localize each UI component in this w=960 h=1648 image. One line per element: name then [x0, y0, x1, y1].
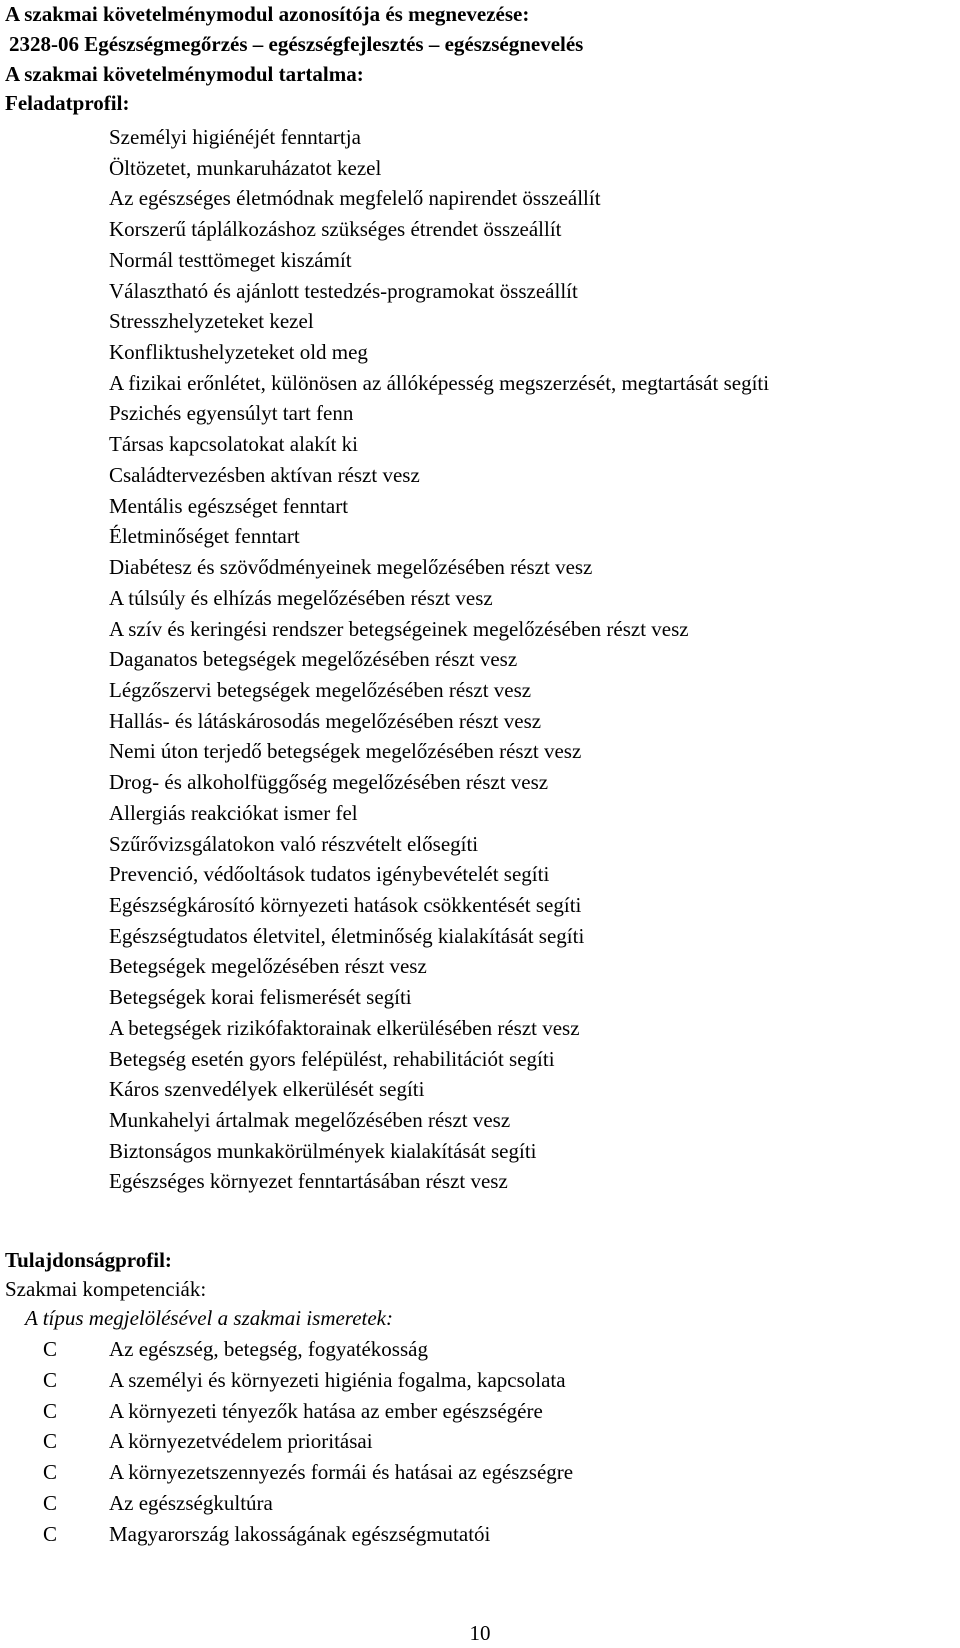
- list-item: Egészségtudatos életvitel, életminőség kialakítását segíti: [109, 923, 585, 948]
- list-item: [43, 1426, 573, 1457]
- list-item: Betegségek korai felismerését segíti: [109, 985, 412, 1010]
- list-item: Daganatos betegségek megelőzésében részt vesz: [109, 647, 518, 672]
- list-item: A betegségek rizikófaktorainak elkerülésében részt vesz: [109, 1015, 580, 1040]
- list-item: Családtervezésben aktívan részt vesz: [109, 462, 420, 487]
- item-text: Az egészség, betegség, fogyatékosság: [109, 1337, 428, 1361]
- list-item: Prevenció, védőoltások tudatos igénybevételét segíti: [109, 862, 550, 887]
- item-text: A környezetszennyezés formái és hatásai az egészségre: [109, 1460, 574, 1485]
- module-id-heading: A szakmai követelménymodul azonosítója és megnevezése:: [5, 2, 530, 26]
- list-item: Drog- és alkoholfüggőség megelőzésében részt vesz: [109, 770, 549, 795]
- type-code: C: [43, 1429, 58, 1454]
- list-item: Normál testtömeget kiszámít: [109, 247, 352, 272]
- page-number: 10: [469, 1621, 491, 1645]
- list-item: Életminőséget fenntart: [109, 524, 300, 549]
- list-item: Egészségkárosító környezeti hatások csökkentését segíti: [109, 892, 582, 917]
- list-item: Biztonságos munkakörülmények kialakítását segíti: [109, 1138, 537, 1163]
- list-item: [43, 1519, 573, 1550]
- list-item: Szűrővizsgálatokon való részvételt elősegíti: [109, 831, 479, 856]
- item-text: Magyarország lakosságának egészségmutatói: [109, 1521, 491, 1546]
- type-code: C: [43, 1460, 58, 1485]
- item-text: A személyi és környezeti higiénia fogalma, kapcsolata: [109, 1367, 566, 1392]
- list-item: Hallás- és látáskárosodás megelőzésében részt vesz: [109, 708, 542, 733]
- list-item: Káros szenvedélyek elkerülését segíti: [109, 1077, 425, 1102]
- module-content-heading: A szakmai követelménymodul tartalma:: [5, 62, 364, 86]
- item-text: A környezeti tényezők hatása az ember egészségére: [109, 1398, 543, 1423]
- item-text: A környezetvédelem prioritásai: [109, 1429, 373, 1454]
- list-item: Egészséges környezet fenntartásában részt vesz: [109, 1169, 508, 1194]
- task-profile-heading: Feladatprofil:: [5, 91, 130, 115]
- list-item: Személyi higiénéjét fenntartja: [109, 125, 361, 149]
- type-code: C: [43, 1337, 58, 1361]
- list-item: Munkahelyi ártalmak megelőzésében részt vesz: [109, 1108, 511, 1132]
- list-item: Betegség esetén gyors felépülést, rehabilitációt segíti: [109, 1046, 555, 1071]
- list-item: Korszerű táplálkozáshoz szükséges étrendet összeállít: [109, 217, 562, 242]
- list-item: A szív és keringési rendszer betegségeinek megelőzésében részt vesz: [109, 616, 689, 641]
- list-item: A fizikai erőnlétet, különösen az állóképesség megszerzését, megtartását segíti: [109, 370, 770, 395]
- list-item: Pszichés egyensúlyt tart fenn: [109, 401, 354, 426]
- list-item: [43, 1488, 573, 1519]
- list-item: Öltözetet, munkaruházatot kezel: [109, 155, 382, 180]
- list-item: Nemi úton terjedő betegségek megelőzésében részt vesz: [109, 739, 582, 764]
- type-note: A típus megjelölésével a szakmai ismeretek:: [25, 1306, 393, 1330]
- list-item: Stresszhelyzeteket kezel: [109, 309, 314, 334]
- list-item: [43, 1457, 573, 1488]
- type-code: C: [43, 1398, 58, 1423]
- list-item: [43, 1334, 573, 1365]
- list-item: Légzőszervi betegségek megelőzésében részt vesz: [109, 677, 532, 702]
- competencies-heading: Szakmai kompetenciák:: [5, 1277, 207, 1301]
- list-item: A túlsúly és elhízás megelőzésében részt vesz: [109, 585, 493, 610]
- task-profile-list: [109, 122, 769, 1197]
- list-item: Választható és ajánlott testedzés-programokat összeállít: [109, 278, 578, 303]
- list-item: [43, 1396, 573, 1427]
- list-item: Betegségek megelőzésében részt vesz: [109, 954, 427, 979]
- list-item: Diabétesz és szövődményeinek megelőzésében részt vesz: [109, 555, 593, 580]
- competency-list: [43, 1334, 573, 1550]
- property-profile-heading: Tulajdonságprofil:: [5, 1248, 172, 1272]
- list-item: [43, 1365, 573, 1396]
- list-item: Az egészséges életmódnak megfelelő napirendet összeállít: [109, 186, 601, 211]
- type-code: C: [43, 1490, 58, 1515]
- item-text: Az egészségkultúra: [109, 1490, 273, 1515]
- list-item: Allergiás reakciókat ismer fel: [109, 800, 358, 825]
- type-code: C: [43, 1521, 58, 1546]
- type-code: C: [43, 1367, 58, 1392]
- list-item: Társas kapcsolatokat alakít ki: [109, 432, 358, 457]
- list-item: Konfliktushelyzeteket old meg: [109, 340, 368, 365]
- module-id: 2328-06 Egészségmegőrzés – egészségfejlesztés – egészségnevelés: [9, 32, 584, 56]
- list-item: Mentális egészséget fenntart: [109, 493, 349, 518]
